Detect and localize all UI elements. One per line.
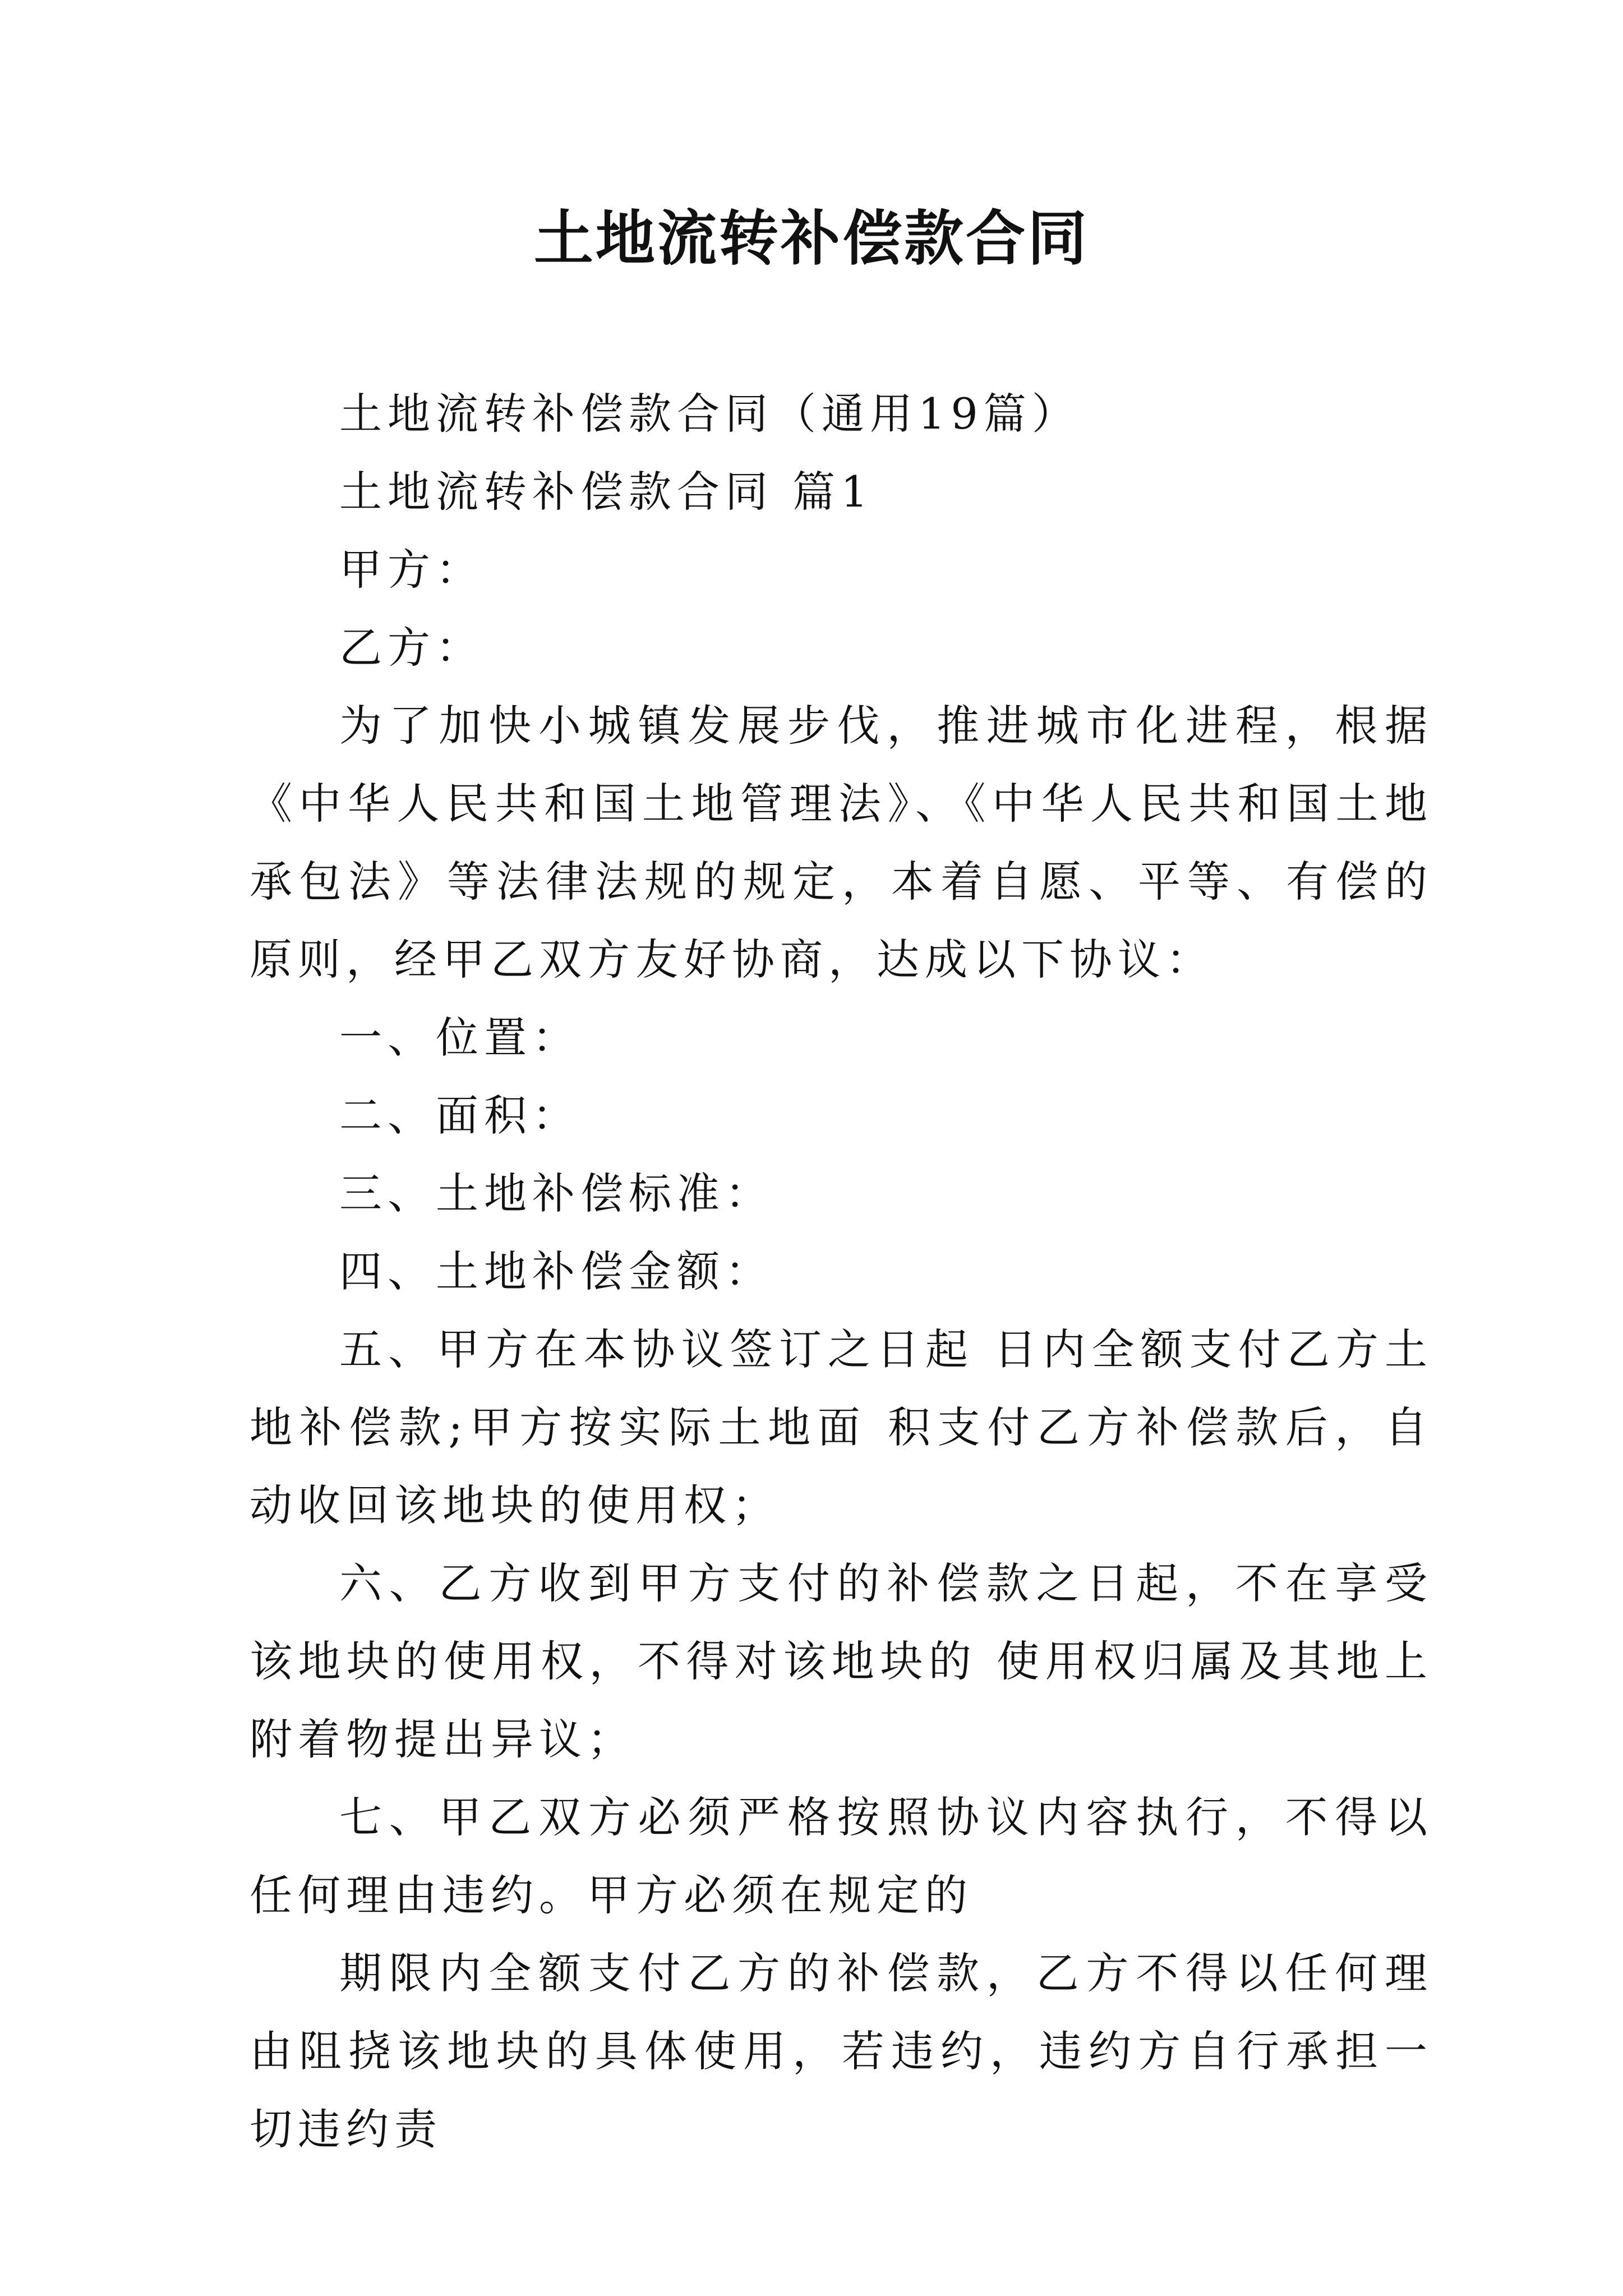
paragraph-party-a: 甲方： bbox=[339, 545, 484, 595]
document-body bbox=[250, 375, 1433, 2168]
paragraph-clause-3: 三、土地补偿标准： bbox=[339, 1168, 773, 1218]
paragraph-party-b: 乙方： bbox=[339, 623, 484, 673]
paragraph-section-heading: 土地流转补偿款合同 篇1 bbox=[339, 467, 874, 517]
paragraph-clause-5: 五、甲方在本协议签订之日起 日内全额支付乙方土地补偿款;甲方按实际土地面 积支付乙方补偿款后，自动收回该地块的使用权； bbox=[250, 1324, 1433, 1530]
paragraph-clause-2: 二、面积： bbox=[339, 1091, 580, 1140]
paragraph-clause-1: 一、位置： bbox=[339, 1013, 580, 1062]
paragraph-clause-6: 六、乙方收到甲方支付的补偿款之日起，不在享受该地块的使用权，不得对该地块的 使用权归属及其地上附着物提出异议； bbox=[250, 1558, 1433, 1764]
paragraph-clause-7: 七、甲乙双方必须严格按照协议内容执行，不得以任何理由违约。甲方必须在规定的 bbox=[250, 1792, 1433, 1920]
paragraph-preamble: 为了加快小城镇发展步伐，推进城市化进程，根据《中华人民共和国土地管理法》、《中华人民共和国土地承包法》等法律法规的规定，本着自愿、平等、有偿的原则，经甲乙双方友好协商，达成以下协议： bbox=[250, 701, 1433, 984]
paragraph-clause-4: 四、土地补偿金额： bbox=[339, 1246, 773, 1296]
paragraph-subtitle: 土地流转补偿款合同（通用19篇） bbox=[339, 389, 1080, 439]
document-title: 土地流转补偿款合同 bbox=[534, 203, 1089, 273]
paragraph-clause-7-continued: 期限内全额支付乙方的补偿款，乙方不得以任何理由阻挠该地块的具体使用，若违约，违约方自行承担一切违约责 bbox=[250, 1948, 1433, 2154]
